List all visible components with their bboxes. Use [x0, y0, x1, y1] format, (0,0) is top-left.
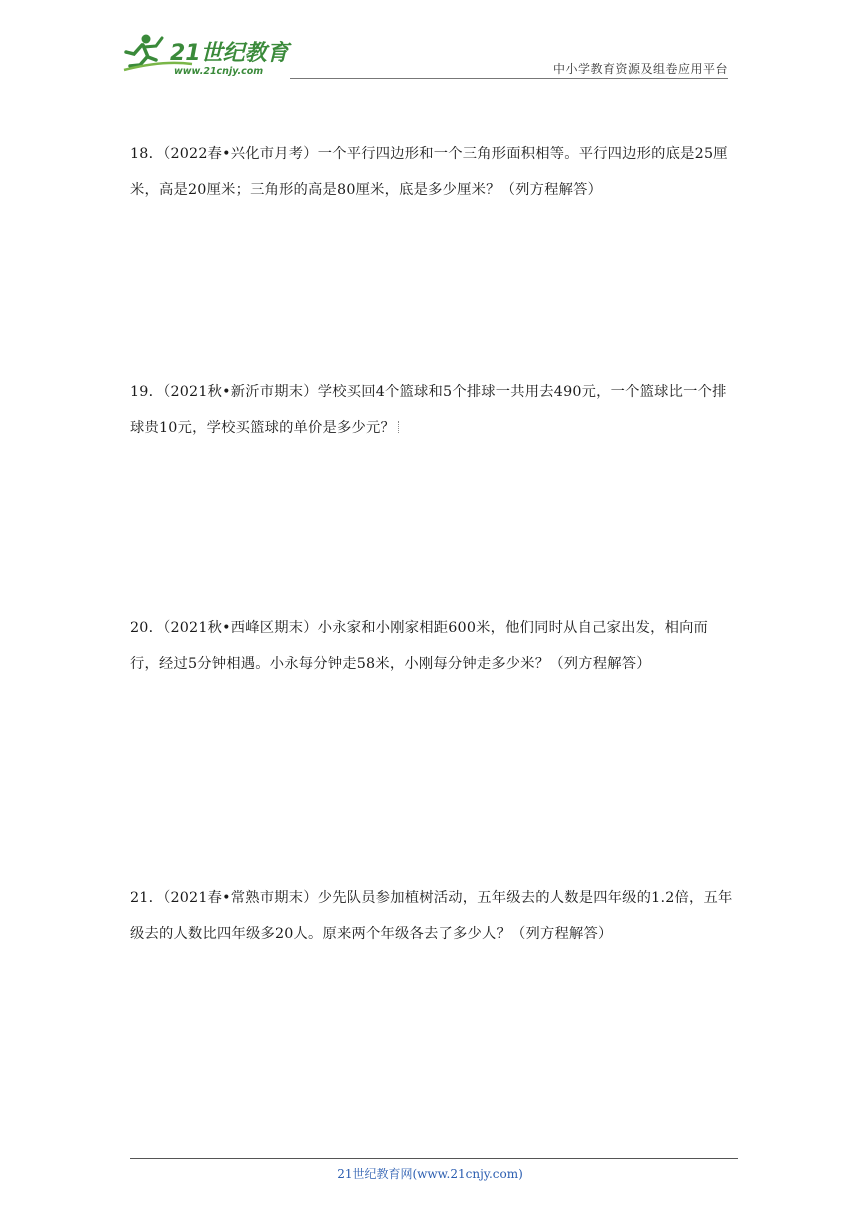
question-number: 20． [130, 620, 164, 636]
logo-title: 21世纪教育 [170, 41, 289, 66]
header-divider [290, 78, 728, 79]
question-number: 19． [130, 384, 164, 400]
page-header [122, 30, 728, 80]
question-text: 少先队员参加植树活动，五年级去的人数是四年级的1.2倍，五年级去的人数比四年级多20人。原来两个年级各去了多少人？（列方程解答） [130, 890, 733, 942]
question-20 [130, 610, 736, 682]
question-21 [130, 880, 736, 952]
question-19 [130, 374, 736, 446]
question-number: 21． [130, 890, 164, 906]
question-18 [130, 136, 736, 208]
question-source: （2022春•兴化市月考） [163, 146, 318, 162]
footer-link[interactable]: 21世纪教育网(www.21cnjy.com) [337, 1167, 523, 1181]
question-source: （2021秋•新沂市期末） [163, 384, 318, 400]
question-text: 学校买回4个篮球和5个排球一共用去490元，一个篮球比一个排球贵10元，学校买篮球的单价是多少元？ [130, 384, 727, 436]
logo [122, 30, 292, 78]
stray-mark-icon [398, 421, 405, 433]
logo-url: www.21cnjy.com [174, 66, 264, 77]
question-source: （2021秋•西峰区期末） [163, 620, 318, 636]
question-text: 一个平行四边形和一个三角形面积相等。平行四边形的底是25厘米，高是20厘米；三角形的高是80厘米，底是多少厘米？（列方程解答） [130, 146, 728, 198]
platform-name: 中小学教育资源及组卷应用平台 [552, 62, 728, 76]
question-source: （2021春•常熟市期末） [163, 890, 318, 906]
footer-divider [130, 1158, 738, 1159]
question-number: 18． [130, 146, 164, 162]
question-text: 小永家和小刚家相距600米，他们同时从自己家出发，相向而行，经过5分钟相遇。小永每分钟走58米，小刚每分钟走多少米？（列方程解答） [130, 620, 709, 672]
